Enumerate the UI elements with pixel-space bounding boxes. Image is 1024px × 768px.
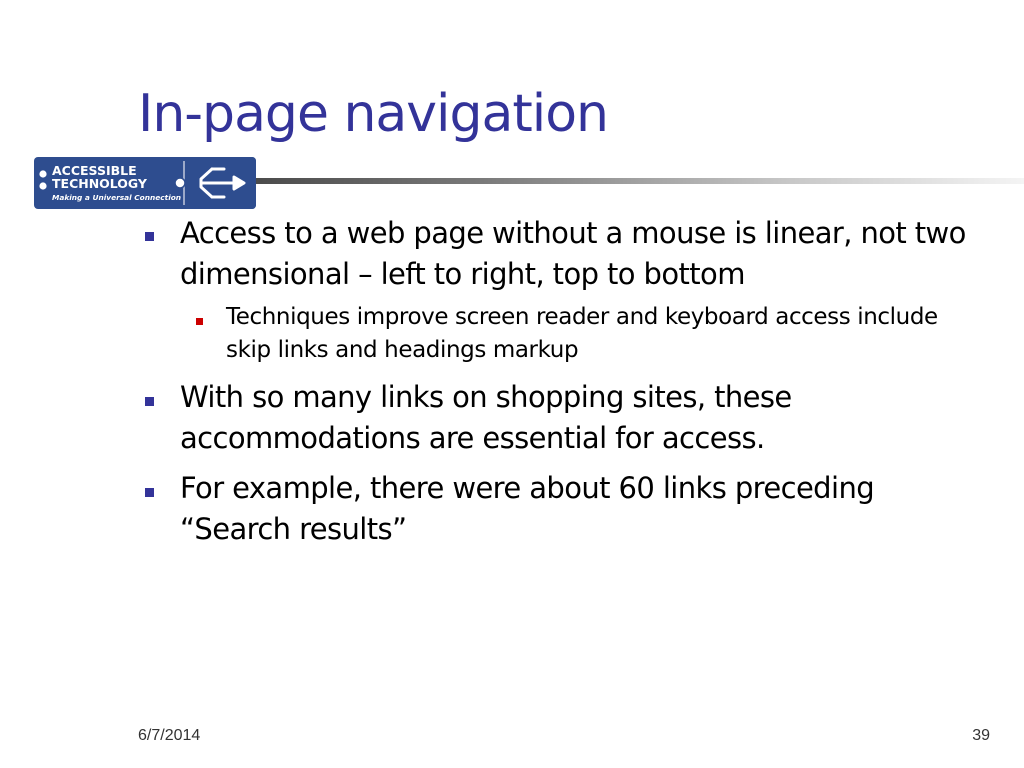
footer-date: 6/7/2014 xyxy=(138,727,201,744)
bullet-marker xyxy=(145,397,154,406)
bullet-item: With so many links on shopping sites, these accommodations are essential for access. xyxy=(180,380,792,455)
sub-bullet-marker xyxy=(196,318,203,325)
bullet-marker xyxy=(145,232,154,241)
logo-line-1: ACCESSIBLE xyxy=(52,163,137,178)
slide-number: 39 xyxy=(972,727,990,744)
title-underline-rule xyxy=(250,178,1024,184)
bullet-item: Access to a web page without a mouse is linear, not two dimensional – left to right, top to bottom xyxy=(180,216,966,291)
sub-bullet-item: Techniques improve screen reader and keyboard access include skip links and headings markup xyxy=(226,304,938,363)
bullet-item: For example, there were about 60 links preceding “Search results” xyxy=(180,471,875,546)
bullet-marker xyxy=(145,488,154,497)
logo-line-2: TECHNOLOGY xyxy=(52,176,147,191)
accessible-technology-logo xyxy=(34,157,256,209)
logo-tagline: Making a Universal Connection xyxy=(52,193,182,202)
slide-title: In-page navigation xyxy=(138,84,608,144)
